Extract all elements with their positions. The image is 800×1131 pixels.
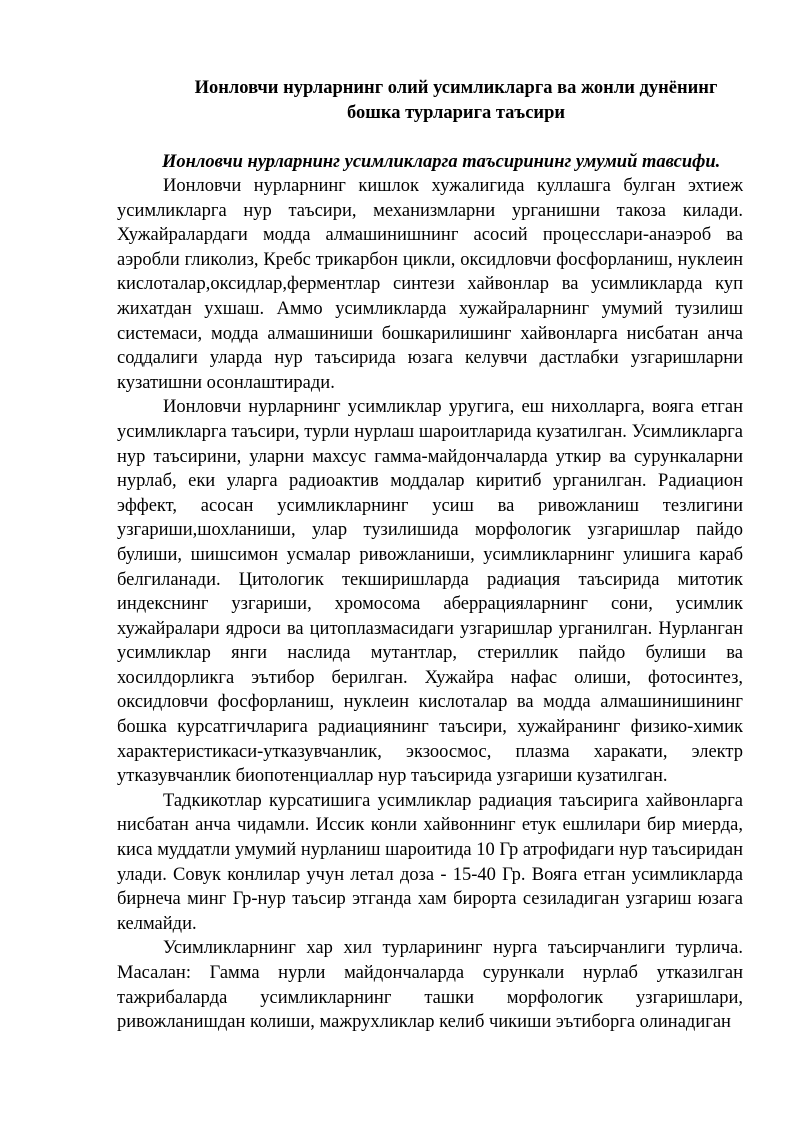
document-title-line2: бошка турларига таъсири — [346, 103, 566, 123]
paragraph: Ионловчи нурларнинг усимликлар уругига, еш нихолларга, вояга етган усимликларга таъсири, турли нурлаш шароитларида кузатилган. Усимликларга нур таъсирини, уларни махсус гамма-майдончаларда уткир ва сурункаларни нурлаб, еки уларга радиоактив моддалар киритиб урганилган. Радиацион эффект, асосан усимликларнинг усиш ва ривожланиш тезлигини узгариши,шохланиши, улар тузилишида морфологик узгаришлар пайдо булиши, шишсимон усмалар ривожланиши, усимликларнинг улишига караб белгиланади. Цитологик текширишларда радиация таъсирида митотик индекснинг узгариши, хромосома аберрацияларнинг сони, усимлик хужайралари ядроси ва цитоплазмасидаги узгаришлар урганилган. Нурланган усимликлар янги наслида мутантлар, стериллик пайдо булиши ва хосилдорликга эътибор берилган. Хужайра нафас олиши, фотосинтез, оксидловчи фосфорланиш, нуклеин кислоталар ва модда алмашинишининг бошка курсатгичларига радиациянинг таъсири, хужайранинг физико-химик характеристикаси-утказувчанлик, экзоосмос, плазма харакати, электр утказувчанлик биопотенциаллар нур таъсирида узгариши кузатилган. — [117, 397, 743, 787]
paragraph: Усимликларнинг хар хил турларининг нурга таъсирчанлиги турлича. Масалан: Гамма нурли майдончаларда сурункали нурлаб утказилган тажрибаларда усимликларнинг ташки морфологик узгаришлари, ривожланишдан колиши, мажрухликлар келиб чикиши эътиборга олинадиган — [117, 938, 743, 1033]
body-text — [117, 174, 743, 1035]
paragraph: Тадкикотлар курсатишига усимликлар радиация таъсирига хайвонларга нисбатан анча чидамли. Иссик конли хайвоннинг етук ешлилари бир миерда, киса муддатли умумий нурланиш шароитида 10 Гр атрофидаги нур таъсиридан улади. Совук конлилар учун летал доза - 15-40 Гр. Вояга етган усимликларда бирнеча минг Гр-нур таъсир этганда хам бирорта сезиладиган узгариш юзага келмайди. — [117, 790, 743, 934]
paragraph: Ионловчи нурларнинг кишлок хужалигида куллашга булган эхтиеж усимликларга нур таъсири, механизмларни урганишни такоза килади. Хужайралардаги модда алмашинишнинг асосий процесслари-анаэроб ва аэробли гликолиз, Кребс трикарбон цикли, оксидловчи фосфорланиш, нуклеин кислоталар,оксидлар,ферментлар синтези хайвонлар ва усимликларда куп жихатдан ухшаш. Аммо усимликларда хужайраларнинг умумий тузилиш системаси, модда алмашиниши бошкарилишинг хайвонларга нисбатан анча соддалиги уларда нур таъсирида юзага келувчи дастлабки узгаришларни кузатишни осонлаштиради. — [117, 176, 743, 393]
document-title-line1: Ионловчи нурларнинг олий усимликларга ва жонли дунёнинг — [194, 78, 718, 98]
section-heading: Ионловчи нурларнинг усимликларга таъсирининг умумий тавсифи. — [162, 152, 721, 172]
